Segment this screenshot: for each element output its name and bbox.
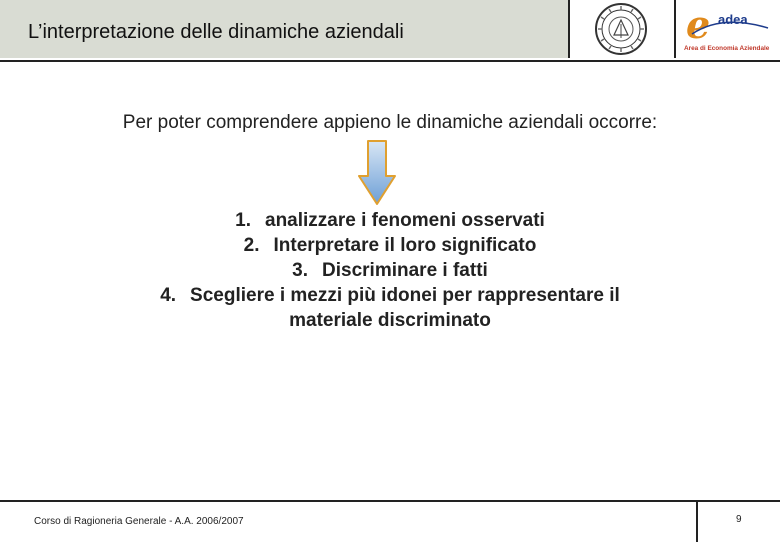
intro-text: Per poter comprendere appieno le dinamiche aziendali occorre: (122, 112, 658, 133)
adea-logo-box (676, 0, 780, 58)
step-number: 3. (292, 260, 309, 281)
list-item (0, 283, 780, 308)
adea-logo (682, 4, 776, 54)
university-seal-icon (594, 2, 648, 56)
step-number: 4. (160, 285, 177, 306)
slide-header (0, 0, 780, 62)
logo-e: e (686, 4, 711, 47)
course-label: Corso di Ragioneria Generale - A.A. 2006/2007 (34, 516, 244, 527)
list-item-continuation (0, 308, 780, 333)
page-number: 9 (736, 514, 742, 525)
list-item (0, 258, 780, 283)
logo-subtitle: Area di Economia Aziendale (684, 45, 770, 52)
step-text: analizzare i fenomeni osservati (265, 210, 545, 231)
step-text: Interpretare il loro significato (273, 235, 537, 256)
step-text: Scegliere i mezzi più idonei per rappresentare il (190, 285, 620, 306)
list-item (0, 208, 780, 233)
step-text: materiale discriminato (289, 310, 491, 331)
step-number: 1. (235, 210, 251, 231)
step-number: 2. (243, 235, 260, 256)
footer-course (0, 500, 698, 542)
university-seal-box (570, 0, 676, 58)
list-item (0, 233, 780, 258)
title-bar (0, 0, 570, 58)
steps-list (0, 208, 780, 333)
slide-title: L’interpretazione delle dinamiche aziendali (28, 20, 404, 43)
step-text: Discriminare i fatti (322, 260, 488, 281)
footer-page (698, 500, 780, 542)
down-arrow-icon (358, 140, 398, 211)
logo-adea: adea (718, 12, 748, 27)
